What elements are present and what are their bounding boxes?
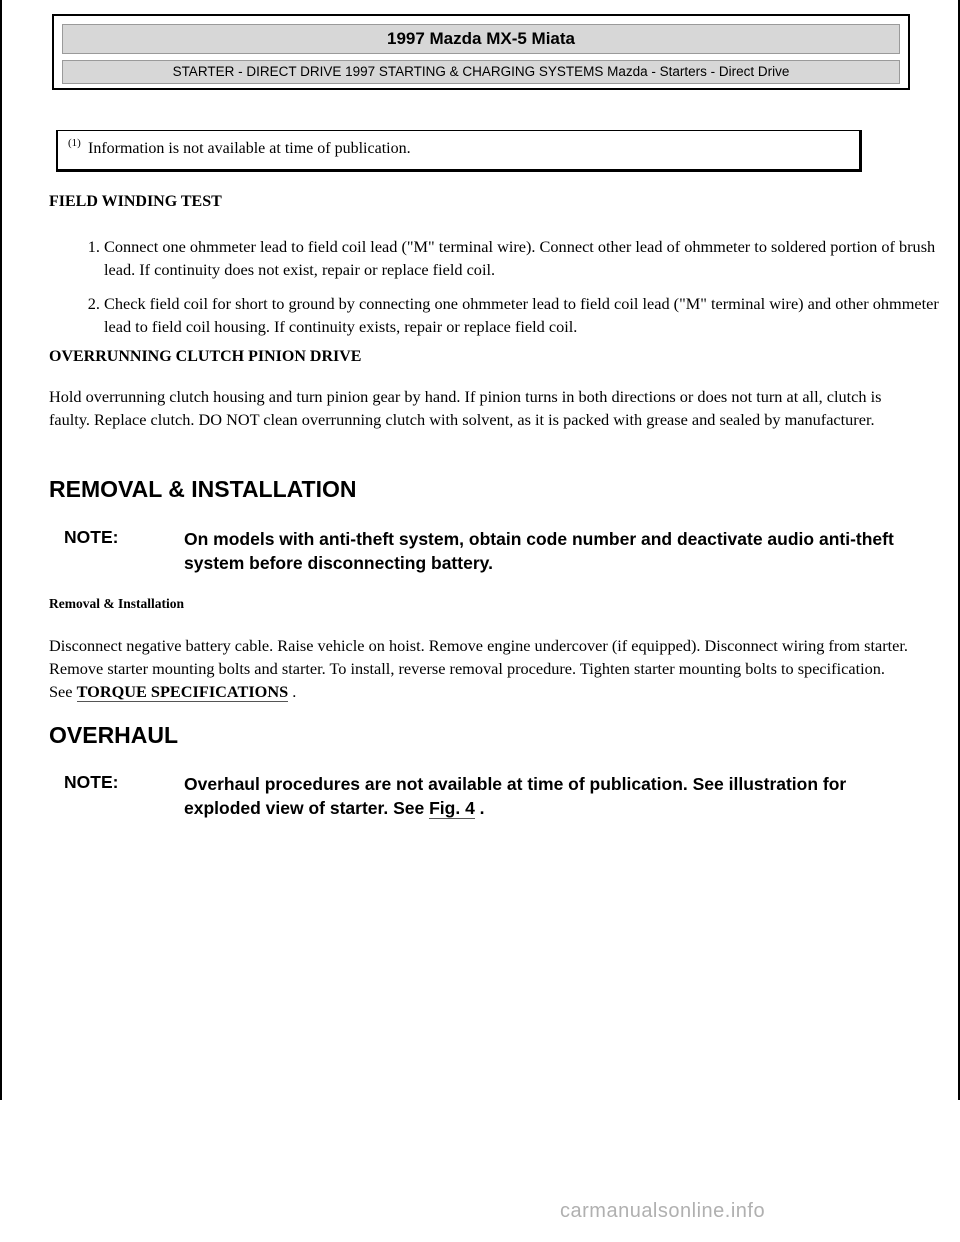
step-item: 2. Check field coil for short to ground by connecting one ohmmeter lead to field coil lead ("M" terminal wire) and other ohmmeter lead to field coil housing. If continuity exists, repair or replace field coil. [104, 292, 960, 338]
field-winding-heading: FIELD WINDING TEST [49, 193, 222, 210]
document-header [52, 14, 910, 90]
clutch-text: Hold overrunning clutch housing and turn pinion gear by hand. If pinion turns in both directions or does not turn at all, clutch is faulty. Replace clutch. DO NOT clean overrunning clutch with solvent, as it is packed with grease and sealed by manufacturer. [49, 387, 882, 429]
removal-body: Disconnect negative battery cable. Raise vehicle on hoist. Remove engine undercover (if equipped). Disconnect wiring from starter. Remove starter mounting bolts and starter. To install, reverse removal procedure. Tighten starter mounting bolts to specification. See [49, 636, 908, 701]
overhaul-note-label: NOTE: [64, 772, 119, 792]
overhaul-link-tail: . [474, 798, 485, 818]
overhaul-note-text [184, 772, 904, 820]
document-title: 1997 Mazda MX-5 Miata [62, 24, 900, 54]
footnote-box [56, 130, 862, 172]
step-item: 1. Connect one ohmmeter lead to field coil lead ("M" terminal wire). Connect other lead of ohmmeter to soldered portion of brush lead. If continuity does not exist, repair or replace field coil. [104, 235, 960, 281]
removal-note-label: NOTE: [64, 527, 119, 547]
removal-note-text: On models with anti-theft system, obtain code number and deactivate audio anti-theft system before disconnecting battery. [184, 529, 894, 573]
removal-link-tail: . [288, 682, 297, 701]
clutch-heading: OVERRUNNING CLUTCH PINION DRIVE [49, 348, 362, 365]
fig-4-link[interactable]: Fig. 4 [429, 798, 475, 818]
document-subtitle: STARTER - DIRECT DRIVE 1997 STARTING & CHARGING SYSTEMS Mazda - Starters - Direct Drive [62, 60, 900, 84]
footnote-text: Information is not available at time of publication. [88, 140, 411, 157]
overhaul-heading: OVERHAUL [49, 722, 179, 748]
removal-heading: REMOVAL & INSTALLATION [49, 476, 357, 502]
removal-text [49, 634, 909, 703]
field-winding-steps [49, 235, 960, 349]
removal-subheading: Removal & Installation [49, 596, 184, 611]
footnote-marker: (1) [68, 137, 81, 149]
overhaul-note-body: Overhaul procedures are not available at time of publication. See illustration for exploded view of starter. See [184, 774, 847, 818]
watermark: carmanualsonline.info [560, 1200, 766, 1222]
torque-specifications-link[interactable]: TORQUE SPECIFICATIONS [76, 682, 289, 701]
